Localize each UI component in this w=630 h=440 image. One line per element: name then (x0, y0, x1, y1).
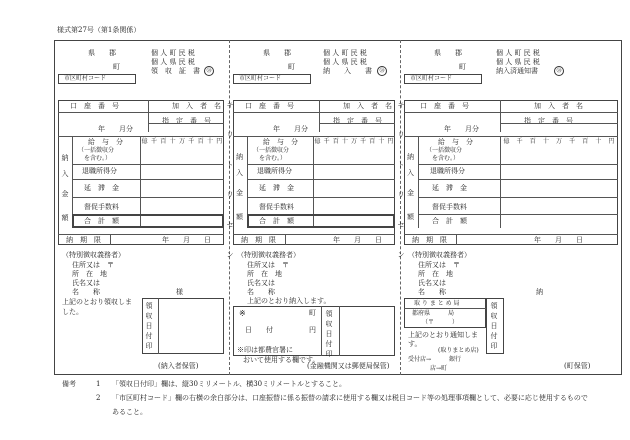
side-label-nyu (61, 154, 68, 161)
salary-note1: （一括徴収分 (426, 147, 463, 154)
stamp-box (142, 298, 224, 354)
kome-note1: ※印は都費官署に (237, 346, 293, 354)
digit: 十 (341, 138, 348, 145)
title-label: 名 称 (418, 288, 446, 296)
caption: (町保管) (564, 362, 591, 370)
location-label: 所 在 地 (418, 270, 453, 278)
name-label: 氏名又は (72, 279, 100, 287)
rule (418, 164, 618, 165)
title-town-tax: 個 人 町 民 税 (323, 49, 367, 57)
side-char: 金 (61, 190, 69, 197)
location-label: 所 在 地 (72, 270, 107, 278)
fee-label: 督促手数料 (259, 203, 294, 211)
rule (418, 179, 618, 180)
salary-note1: （一括徴収分 (253, 147, 290, 154)
side-label-nyu2 (61, 170, 68, 177)
collect-shop-label: (取りまとめ店) (438, 347, 479, 354)
digit-hyaku2: 百 (197, 138, 204, 145)
digit: 千 (516, 138, 523, 145)
total-label: 合 計 額 (84, 217, 119, 225)
side-char: 入 (61, 170, 69, 177)
panel-payment-notice (404, 44, 618, 374)
cut-char: キ (226, 101, 234, 109)
rule (418, 197, 618, 198)
delay-label: 延 滞 金 (84, 184, 119, 192)
deadline-date: 年 月 日 (162, 236, 211, 244)
cut-char: リ (397, 131, 405, 139)
rule (72, 179, 224, 180)
prefecture-label: 県 郡 (88, 49, 116, 57)
notify-label: 上記のとおり通知しま (408, 331, 478, 339)
title-doc: 納入済通知書 (496, 67, 538, 75)
digit: 円 (608, 138, 615, 145)
cut-char: リ (397, 191, 405, 199)
city-code-label: 市区町村コード (64, 75, 107, 82)
rule (58, 112, 224, 113)
rule (58, 234, 224, 235)
side-char: 納 (407, 153, 414, 161)
digit: 十 (542, 138, 549, 145)
cut-char: ト (397, 161, 405, 169)
name-label: 氏名又は (247, 279, 275, 287)
digit-sen2: 千 (188, 138, 195, 145)
obligor-label: （特別徴収義務者） (237, 251, 300, 259)
rule (500, 100, 501, 112)
rule (285, 234, 286, 245)
digit: 万 (555, 138, 562, 145)
panel-receipt (58, 44, 224, 374)
retire-label: 退職所得分 (257, 167, 292, 175)
postal-mark: （〒 ） (422, 319, 459, 326)
title-doc: 納 入 書 (323, 67, 372, 75)
side-char: 金 (236, 189, 243, 197)
prefecture-label: 県 郡 (263, 49, 291, 57)
cut-char: リ (226, 191, 234, 199)
deadline-date: 年 月 日 (534, 236, 583, 244)
rule (148, 112, 149, 132)
payer-name-label: 加 入 者 名 (534, 102, 583, 110)
side-char: 入 (407, 169, 414, 177)
side-char: 額 (236, 213, 243, 221)
side-char: 額 (407, 213, 414, 221)
salary-note1: （一括徴収分 (78, 147, 115, 154)
cut-char: セ (397, 221, 405, 229)
title-town-tax: 個 人 町 民 税 (151, 49, 195, 57)
digit: 千 (360, 138, 367, 145)
deadline-label: 納 期 限 (241, 236, 276, 244)
side-char: 入 (236, 169, 243, 177)
note2-text-a: 「市区町村コード」欄の右横の余白部分は、口座振替に係る振替の請求に使用する欄又は税目コード等の処理事項欄として、必要に応じ使用するもので (112, 394, 588, 402)
digit-juu: 十 (169, 138, 176, 145)
town-label: 町 (288, 63, 295, 71)
side-char: 納 (61, 154, 69, 161)
account-no-label: 口 座 番 号 (245, 102, 294, 110)
rule (72, 197, 224, 198)
title-pref-tax: 個 人 県 民 税 (151, 58, 195, 66)
side-char: 納 (236, 153, 243, 161)
retire-label: 退職所得分 (82, 167, 117, 175)
side-label-gaku (61, 214, 68, 221)
digit: 千 (323, 138, 330, 145)
deadline-date: 年 月 日 (333, 236, 382, 244)
digit: 円 (387, 138, 394, 145)
receipt-note2: した。 (62, 308, 83, 316)
account-no-label: 口 座 番 号 (70, 102, 119, 110)
note1-number: 1 (96, 380, 101, 388)
salary-note2: を含む。） (84, 155, 112, 162)
delay-label: 延 滞 金 (432, 184, 467, 192)
rule (148, 123, 224, 124)
side-char: 金 (407, 189, 414, 197)
title-label: 名 称 (247, 288, 275, 296)
rule (404, 112, 618, 113)
digit: 百 (332, 138, 339, 145)
digit-en: 円 (216, 138, 223, 145)
title-doc: 領 収 証 書 (151, 67, 200, 75)
year-month-label: 年 月分 (98, 125, 133, 133)
digit: 十 (595, 138, 602, 145)
town-label: 町 (113, 63, 120, 71)
cut-char: キ (397, 101, 405, 109)
town-label: 町 (459, 63, 466, 71)
cut-char: リ (226, 131, 234, 139)
caption: (納入者保管) (158, 362, 199, 370)
city-code-label: 市区町村コード (239, 75, 282, 82)
digit: 万 (350, 138, 357, 145)
deadline-label: 納 期 限 (66, 236, 101, 244)
caption: (金融機関又は郵便局保管) (307, 362, 390, 370)
title-label: 名 称 (72, 288, 100, 296)
form-number: 様式第27号（第1条関係） (57, 26, 141, 34)
notify-label2: す。 (408, 340, 422, 348)
title-town-tax: 個 人 町 民 税 (496, 49, 540, 57)
cut-char: ト (226, 161, 234, 169)
digit: 百 (529, 138, 536, 145)
nou-label: 納 (536, 288, 543, 296)
designated-no-label: 指 定 番 号 (162, 117, 211, 125)
salary-label: 給 与 分 (438, 138, 473, 146)
note2-number: 2 (96, 394, 101, 402)
obligor-label: （特別徴収義務者） (408, 251, 471, 259)
title-pref-tax: 個 人 県 民 税 (323, 58, 367, 66)
notice-label: 上記のとおり納入します。 (247, 297, 331, 305)
total-label: 合 計 額 (432, 217, 467, 225)
rule (72, 164, 224, 165)
digit: 億 (503, 138, 510, 145)
name-label: 氏名又は (418, 279, 446, 287)
sama-label: 様 (176, 288, 183, 296)
digit-header (313, 136, 395, 146)
delay-label: 延 滞 金 (259, 184, 294, 192)
rule (247, 197, 395, 198)
pref-office-label: 都府県 局 (412, 310, 455, 317)
rule (158, 298, 159, 354)
receipt-note: 上記のとおり領収しま (62, 298, 132, 306)
rule (148, 100, 149, 112)
designated-no-label: 指 定 番 号 (524, 117, 573, 125)
stamp-label: 領収日付印 (490, 302, 498, 352)
stamp-label: 領収日付印 (145, 302, 153, 352)
rule (321, 306, 322, 356)
cut-char: セ (226, 221, 234, 229)
digit-oku: 億 (141, 138, 148, 145)
retire-label: 退職所得分 (430, 167, 465, 175)
digit-man: 万 (178, 138, 185, 145)
digit: 百 (582, 138, 589, 145)
prefecture-label: 県 郡 (434, 49, 462, 57)
rule (233, 234, 395, 235)
year-month-label: 年 月分 (273, 125, 308, 133)
fee-label: 督促手数料 (84, 203, 119, 211)
rule (319, 112, 320, 132)
cut-char: ン (226, 251, 234, 259)
address-label: 住所又は 〒 (418, 261, 460, 269)
note1-text: 「領収日付印」欄は、縦30ミリメートル、横30ミリメートルとすること。 (112, 380, 346, 388)
address-label: 住所又は 〒 (72, 261, 114, 269)
rule (404, 308, 486, 309)
digit-header (500, 136, 618, 146)
seal-icon: ㊿ (554, 66, 564, 76)
side-char: 額 (61, 214, 69, 221)
salary-note2: を含む。） (259, 155, 287, 162)
title-pref-tax: 個 人 県 民 税 (496, 58, 540, 66)
salary-note2: を含む。） (432, 155, 460, 162)
location-label: 所 在 地 (247, 270, 282, 278)
payer-name-label: 加 入 者 名 (172, 102, 221, 110)
date-label: 日 付 (245, 326, 273, 334)
digit-hyaku: 百 (160, 138, 167, 145)
cut-char: ン (397, 251, 405, 259)
receive-shop-label: 受付店→ 銀行 (408, 356, 462, 363)
rule (247, 179, 395, 180)
rule (418, 214, 618, 215)
digit-sen: 千 (150, 138, 157, 145)
rule (456, 234, 457, 245)
machi-label: 町 (309, 309, 316, 317)
collect-office-label: 取 り ま と め 局 (414, 300, 460, 307)
year-month-label: 年 月分 (444, 125, 479, 133)
designated-no-label: 指 定 番 号 (333, 117, 382, 125)
total-label: 合 計 額 (259, 217, 294, 225)
address-label: 住所又は 〒 (247, 261, 289, 269)
digit: 千 (569, 138, 576, 145)
digit-juu2: 十 (206, 138, 213, 145)
payer-name-label: 加 入 者 名 (343, 102, 392, 110)
city-code-label: 市区町村コード (410, 75, 453, 82)
en-label: 円 (309, 326, 316, 334)
rule (404, 234, 618, 235)
salary-label: 給 与 分 (263, 138, 298, 146)
digit-header (140, 136, 224, 146)
rule (247, 164, 395, 165)
side-label-kin (61, 190, 68, 197)
cut-label-right (396, 100, 406, 260)
obligor-label: （特別徴収義務者） (62, 251, 125, 259)
panel-payment-slip (233, 44, 395, 374)
cut-label-left (225, 100, 235, 260)
branch-label: 店→町 (430, 365, 448, 372)
account-no-label: 口 座 番 号 (420, 102, 469, 110)
rule (500, 123, 618, 124)
deadline-label: 納 期 限 (412, 236, 447, 244)
digit: 億 (314, 138, 321, 145)
rule (233, 112, 395, 113)
kome-note2: おいて使用する欄です。 (243, 356, 320, 364)
rule (500, 112, 501, 132)
note2-text-b: あること。 (112, 408, 147, 416)
fee-label: 督促手数料 (432, 203, 467, 211)
seal-icon: ㊿ (377, 66, 387, 76)
salary-label: 給 与 分 (88, 138, 123, 146)
stamp-label: 領収日付印 (325, 310, 333, 360)
notes-heading: 備考 (62, 380, 76, 388)
rule (339, 306, 340, 356)
rule (110, 234, 111, 245)
rule (319, 100, 320, 112)
rule (319, 123, 395, 124)
digit: 十 (378, 138, 385, 145)
seal-icon: ㊿ (204, 66, 214, 76)
digit: 百 (369, 138, 376, 145)
kome-mark: ※ (239, 309, 246, 318)
